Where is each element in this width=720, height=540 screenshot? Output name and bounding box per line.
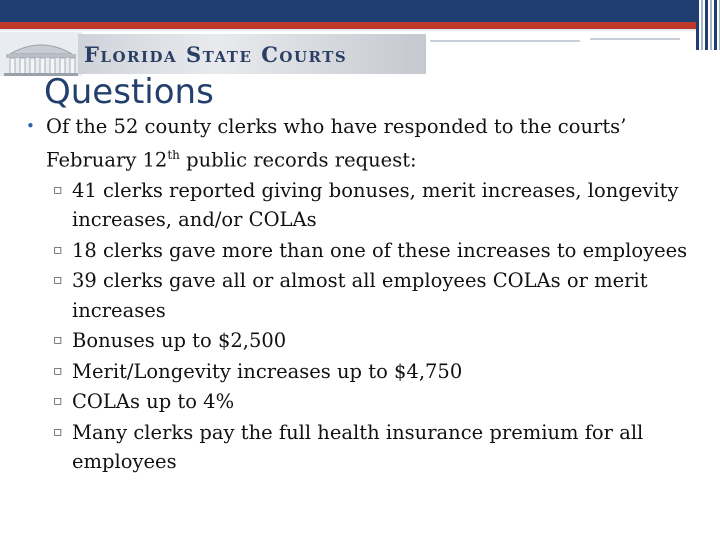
header-navy-bar <box>0 0 696 22</box>
capitol-building-icon <box>0 32 82 76</box>
sub-bullet-list <box>22 176 712 477</box>
bullet-square-icon: ▫ <box>53 362 63 379</box>
sub-bullet-text: Bonuses up to $2,500 <box>72 329 287 352</box>
sub-bullet-text: Many clerks pay the full health insurance premium for all employees <box>72 420 644 473</box>
sub-bullet-item <box>22 326 712 356</box>
main-bullet-superscript: th <box>167 148 180 162</box>
main-bullet-text: Of the 52 county clerks who have responded to the courts’ February 12 <box>46 115 627 172</box>
main-bullet <box>22 112 712 175</box>
header-rule <box>590 38 680 40</box>
sub-bullet-item <box>22 418 712 477</box>
header-corner-stripes <box>696 0 720 50</box>
bullet-square-icon: ▫ <box>53 181 63 198</box>
bullet-dot-icon: • <box>26 117 35 135</box>
header-rule <box>430 40 580 42</box>
banner-title: Florida State Courts <box>84 41 348 67</box>
slide-content <box>22 112 712 477</box>
sub-bullet-item <box>22 176 712 235</box>
sub-bullet-text: 39 clerks gave all or almost all employees COLAs or merit increases <box>72 269 648 322</box>
bullet-square-icon: ▫ <box>53 332 63 348</box>
header-red-bar <box>0 22 696 29</box>
sub-bullet-item <box>22 236 712 266</box>
bullet-square-icon: ▫ <box>53 393 63 409</box>
sub-bullet-text: 41 clerks reported giving bonuses, merit increases, longevity increases, and/or COLAs <box>72 178 679 231</box>
bullet-square-icon: ▫ <box>53 423 63 440</box>
slide-title: Questions <box>44 72 214 112</box>
sub-bullet-item <box>22 357 712 387</box>
sub-bullet-item <box>22 266 712 325</box>
sub-bullet-text: 18 clerks gave more than one of these increases to employees <box>72 238 688 262</box>
sub-bullet-text: Merit/Longevity increases up to $4,750 <box>72 359 463 383</box>
bullet-square-icon: ▫ <box>53 241 63 258</box>
header-shadow <box>0 29 696 32</box>
sub-bullet-text: COLAs up to 4% <box>72 390 235 413</box>
slide-header <box>0 0 720 80</box>
main-bullet-text-end: public records request: <box>179 148 417 172</box>
bullet-square-icon: ▫ <box>53 272 63 288</box>
florida-state-courts-banner <box>78 34 426 74</box>
sub-bullet-item <box>22 387 712 417</box>
